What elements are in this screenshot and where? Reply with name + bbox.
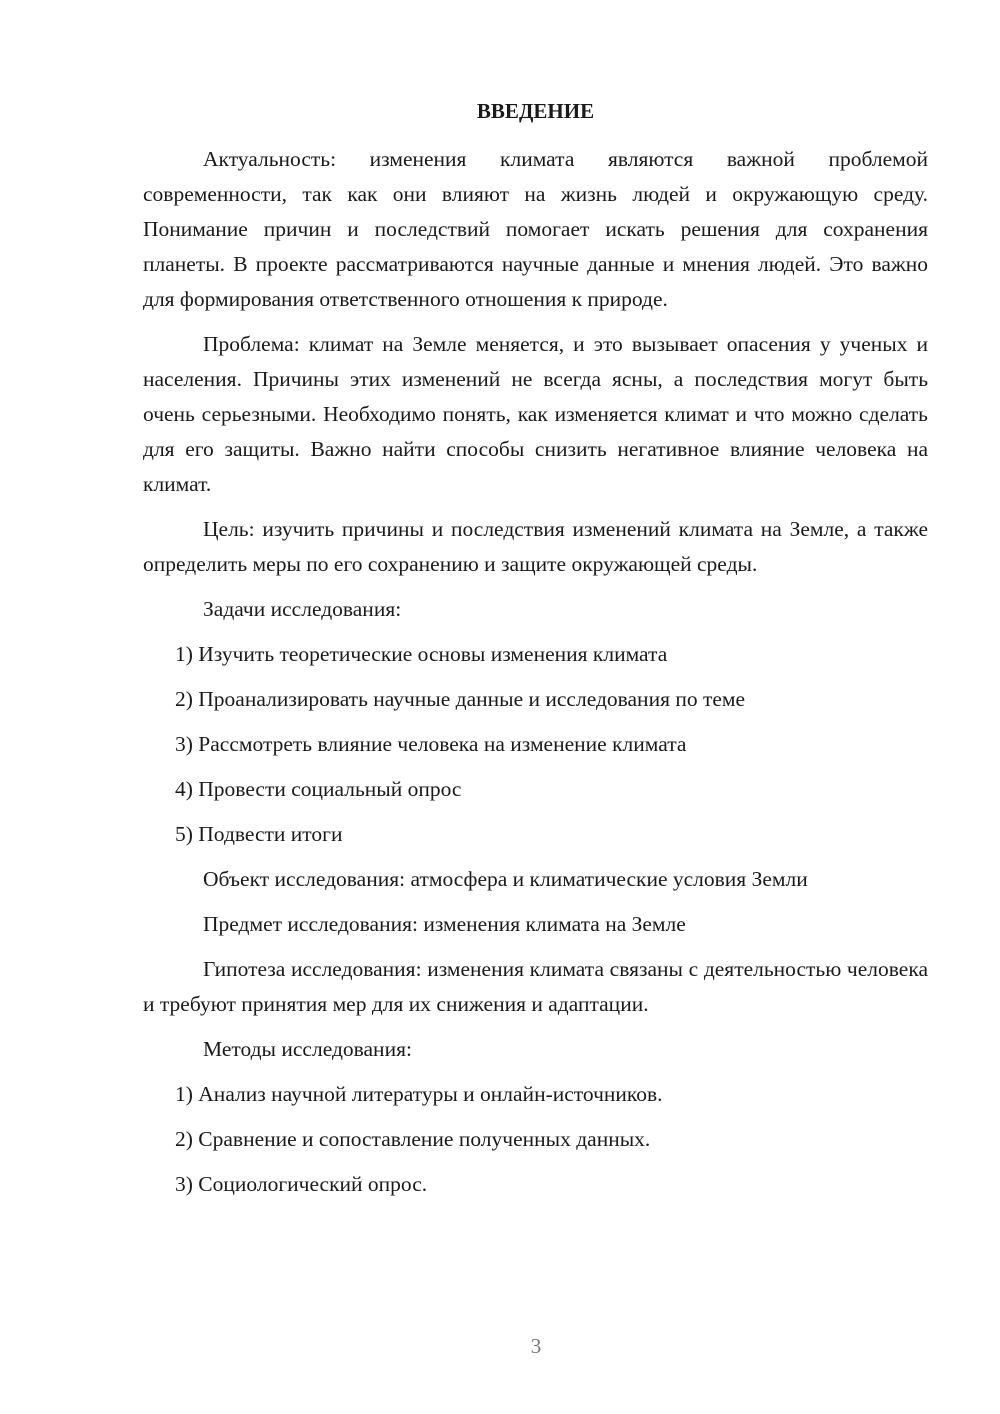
relevance-paragraph: Актуальность: изменения климата являются важной проблемой современности, так как они влияют на жизнь людей и окружающую среду. Понимание причин и последствий помогает искать решения для сохранения планеты. В проекте рассматриваются научные данные и мнения людей. Это важно для формирования ответственного отношения к природе. (143, 147, 928, 311)
document-page (143, 96, 928, 1212)
hypothesis-paragraph: Гипотеза исследования: изменения климата связаны с деятельностью человека и требуют принятия мер для их снижения и адаптации. (143, 957, 928, 1016)
list-item: 2) Проанализировать научные данные и исследования по теме (175, 687, 746, 711)
research-subject: Предмет исследования: изменения климата на Земле (203, 912, 686, 936)
list-item: 1) Изучить теоретические основы изменения климата (175, 642, 668, 666)
list-item: 3) Рассмотреть влияние человека на изменение климата (175, 732, 687, 756)
tasks-heading: Задачи исследования: (203, 597, 402, 621)
goal-paragraph: Цель: изучить причины и последствия изменений климата на Земле, а также определить меры по его сохранению и защите окружающей среды. (143, 517, 928, 576)
list-item: 5) Подвести итоги (175, 822, 343, 846)
problem-paragraph: Проблема: климат на Земле меняется, и это вызывает опасения у ученых и населения. Причины этих изменений не всегда ясны, а последствия могут быть очень серьезными. Необходимо понять, как изменяется климат и что можно сделать для его защиты. Важно найти способы снизить негативное влияние человека на климат. (143, 332, 928, 496)
list-item: 4) Провести социальный опрос (175, 777, 462, 801)
list-item: 3) Социологический опрос. (175, 1172, 428, 1196)
list-item: 1) Анализ научной литературы и онлайн-источников. (175, 1082, 663, 1106)
tasks-list (143, 637, 928, 852)
research-object: Объект исследования: атмосфера и климатические условия Земли (203, 867, 808, 891)
section-title: ВВЕДЕНИЕ (476, 99, 595, 123)
methods-heading: Методы исследования: (203, 1037, 412, 1061)
list-item: 2) Сравнение и сопоставление полученных данных. (175, 1127, 651, 1151)
page-number: 3 (530, 1334, 542, 1358)
methods-list (143, 1077, 928, 1202)
